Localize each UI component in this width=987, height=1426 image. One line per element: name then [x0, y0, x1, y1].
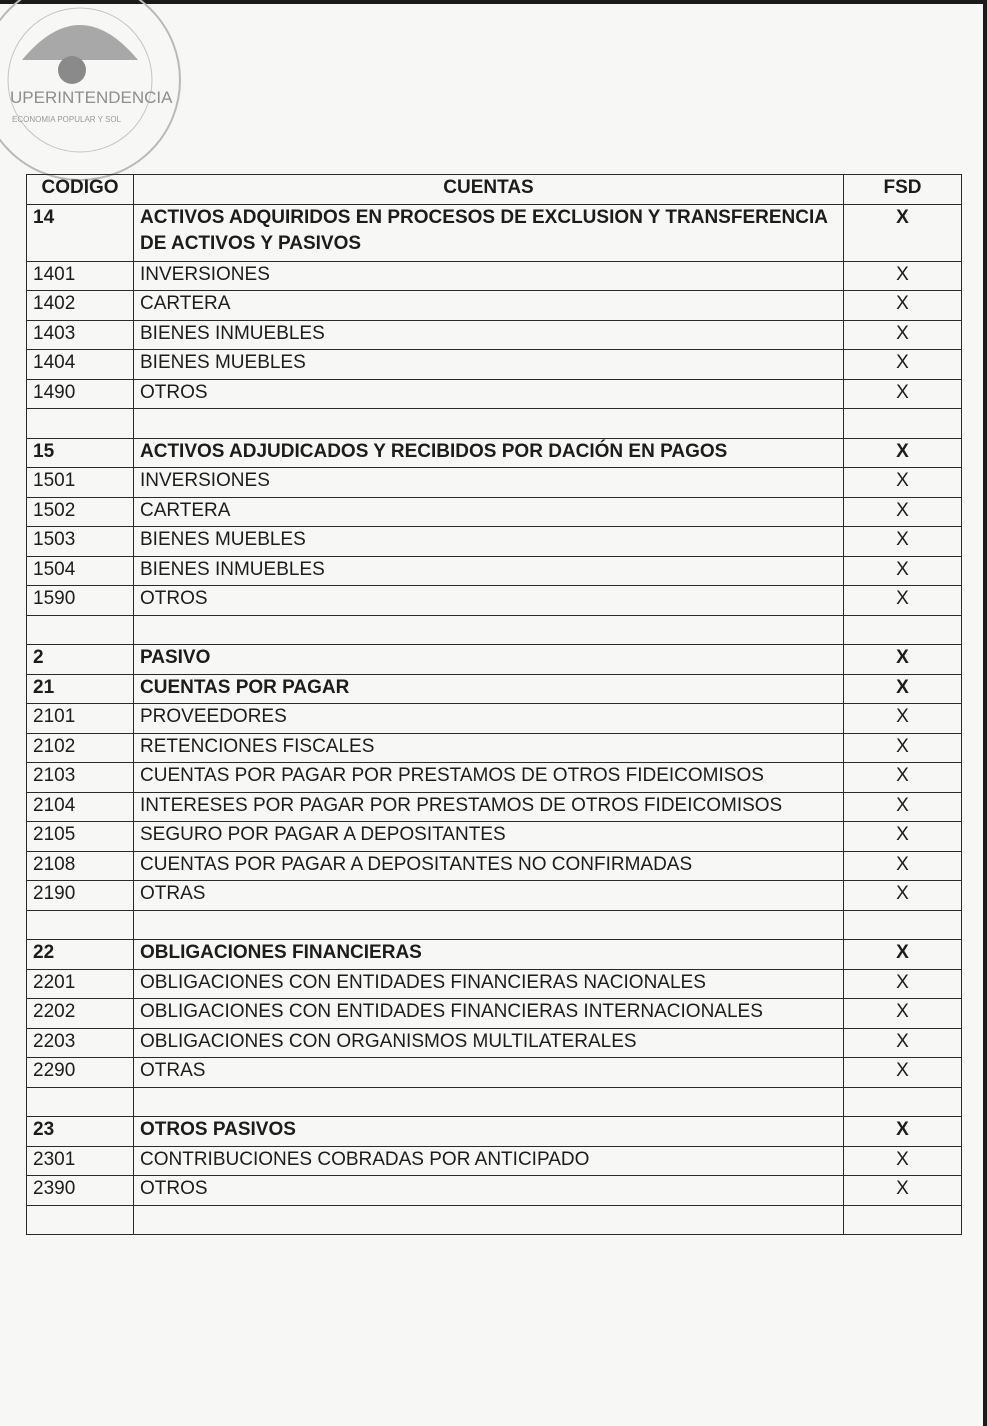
table-row — [27, 438, 962, 468]
account-cell — [134, 409, 844, 439]
fsd-cell: X — [844, 556, 962, 586]
table-row — [27, 204, 962, 261]
fsd-cell: X — [844, 792, 962, 822]
code-cell: 1401 — [27, 261, 134, 291]
account-cell: INTERESES POR PAGAR POR PRESTAMOS DE OTROS FIDEICOMISOS — [134, 792, 844, 822]
code-cell: 22 — [27, 940, 134, 970]
table-row — [27, 556, 962, 586]
table-row — [27, 851, 962, 881]
account-cell: INVERSIONES — [134, 261, 844, 291]
seal-text-sub: ECONOMIA POPULAR Y SOL — [12, 115, 122, 124]
code-cell — [27, 910, 134, 940]
fsd-cell: X — [844, 704, 962, 734]
account-cell: BIENES INMUEBLES — [134, 320, 844, 350]
seal-stamp-icon — [0, 0, 200, 190]
page-border-right — [983, 0, 987, 1426]
fsd-cell — [844, 409, 962, 439]
table-row — [27, 320, 962, 350]
fsd-cell: X — [844, 1028, 962, 1058]
code-cell — [27, 409, 134, 439]
account-cell: CARTERA — [134, 497, 844, 527]
fsd-cell: X — [844, 674, 962, 704]
code-cell: 1404 — [27, 350, 134, 380]
code-cell: 1403 — [27, 320, 134, 350]
table-body — [27, 204, 962, 1235]
fsd-cell: X — [844, 940, 962, 970]
fsd-cell: X — [844, 969, 962, 999]
account-cell: OBLIGACIONES CON ORGANISMOS MULTILATERALES — [134, 1028, 844, 1058]
code-cell: 2201 — [27, 969, 134, 999]
code-cell: 21 — [27, 674, 134, 704]
fsd-cell: X — [844, 1146, 962, 1176]
code-cell: 2102 — [27, 733, 134, 763]
code-cell: 2 — [27, 645, 134, 675]
table-row — [27, 350, 962, 380]
account-cell: CONTRIBUCIONES COBRADAS POR ANTICIPADO — [134, 1146, 844, 1176]
fsd-cell: X — [844, 733, 962, 763]
fsd-cell: X — [844, 999, 962, 1029]
fsd-cell: X — [844, 350, 962, 380]
code-cell: 1490 — [27, 379, 134, 409]
table-row — [27, 910, 962, 940]
account-cell: OBLIGACIONES CON ENTIDADES FINANCIERAS INTERNACIONALES — [134, 999, 844, 1029]
code-cell: 23 — [27, 1117, 134, 1147]
table-row — [27, 822, 962, 852]
table-row — [27, 1087, 962, 1117]
fsd-cell: X — [844, 1176, 962, 1206]
header-accounts: CUENTAS — [134, 175, 844, 205]
fsd-cell: X — [844, 881, 962, 911]
account-cell: OBLIGACIONES CON ENTIDADES FINANCIERAS NACIONALES — [134, 969, 844, 999]
table-row — [27, 586, 962, 616]
table-row — [27, 1205, 962, 1235]
fsd-cell: X — [844, 527, 962, 557]
fsd-cell — [844, 1205, 962, 1235]
code-cell: 1502 — [27, 497, 134, 527]
code-cell: 2108 — [27, 851, 134, 881]
account-cell: CUENTAS POR PAGAR POR PRESTAMOS DE OTROS FIDEICOMISOS — [134, 763, 844, 793]
code-cell: 2301 — [27, 1146, 134, 1176]
code-cell: 2390 — [27, 1176, 134, 1206]
fsd-cell — [844, 615, 962, 645]
code-cell: 2190 — [27, 881, 134, 911]
code-cell: 1504 — [27, 556, 134, 586]
code-cell: 2103 — [27, 763, 134, 793]
code-cell: 2101 — [27, 704, 134, 734]
fsd-cell: X — [844, 822, 962, 852]
code-cell: 15 — [27, 438, 134, 468]
account-cell — [134, 1087, 844, 1117]
fsd-cell: X — [844, 468, 962, 498]
seal-text-main: UPERINTENDENCIA — [10, 88, 173, 107]
table-row — [27, 969, 962, 999]
account-cell — [134, 910, 844, 940]
account-cell: ACTIVOS ADJUDICADOS Y RECIBIDOS POR DACIÓN EN PAGOS — [134, 438, 844, 468]
table-header-row — [27, 175, 962, 205]
fsd-cell: X — [844, 261, 962, 291]
fsd-cell: X — [844, 1058, 962, 1088]
table-row — [27, 999, 962, 1029]
account-cell: ACTIVOS ADQUIRIDOS EN PROCESOS DE EXCLUSION Y TRANSFERENCIA DE ACTIVOS Y PASIVOS — [134, 204, 844, 261]
code-cell: 14 — [27, 204, 134, 261]
fsd-cell: X — [844, 497, 962, 527]
fsd-cell: X — [844, 851, 962, 881]
fsd-cell: X — [844, 379, 962, 409]
table-row — [27, 645, 962, 675]
code-cell: 2202 — [27, 999, 134, 1029]
account-cell: OTROS — [134, 586, 844, 616]
table-row — [27, 881, 962, 911]
table-row — [27, 468, 962, 498]
account-cell: CUENTAS POR PAGAR A DEPOSITANTES NO CONFIRMADAS — [134, 851, 844, 881]
table-row — [27, 704, 962, 734]
header-fsd: FSD — [844, 175, 962, 205]
fsd-cell — [844, 1087, 962, 1117]
table-row — [27, 1176, 962, 1206]
table-row — [27, 291, 962, 321]
table-row — [27, 1028, 962, 1058]
fsd-cell: X — [844, 763, 962, 793]
fsd-cell: X — [844, 645, 962, 675]
table-row — [27, 674, 962, 704]
table-row — [27, 792, 962, 822]
account-cell: OTROS — [134, 379, 844, 409]
fsd-cell: X — [844, 586, 962, 616]
account-cell: OTRAS — [134, 881, 844, 911]
accounts-table — [26, 174, 962, 1235]
code-cell: 1590 — [27, 586, 134, 616]
code-cell: 2105 — [27, 822, 134, 852]
code-cell — [27, 1205, 134, 1235]
table-row — [27, 261, 962, 291]
fsd-cell: X — [844, 1117, 962, 1147]
account-cell: INVERSIONES — [134, 468, 844, 498]
code-cell: 1501 — [27, 468, 134, 498]
fsd-cell: X — [844, 291, 962, 321]
table-row — [27, 763, 962, 793]
code-cell: 1503 — [27, 527, 134, 557]
account-cell: OBLIGACIONES FINANCIERAS — [134, 940, 844, 970]
account-cell: CUENTAS POR PAGAR — [134, 674, 844, 704]
code-cell: 2104 — [27, 792, 134, 822]
fsd-cell — [844, 910, 962, 940]
table-row — [27, 409, 962, 439]
account-cell: BIENES MUEBLES — [134, 350, 844, 380]
table-row — [27, 1058, 962, 1088]
code-cell — [27, 1087, 134, 1117]
code-cell: 1402 — [27, 291, 134, 321]
account-cell: OTROS — [134, 1176, 844, 1206]
table-row — [27, 1146, 962, 1176]
code-cell: 2203 — [27, 1028, 134, 1058]
account-cell: PASIVO — [134, 645, 844, 675]
code-cell: 2290 — [27, 1058, 134, 1088]
account-cell — [134, 615, 844, 645]
account-cell: OTRAS — [134, 1058, 844, 1088]
account-cell — [134, 1205, 844, 1235]
table-row — [27, 497, 962, 527]
code-cell — [27, 615, 134, 645]
account-cell: OTROS PASIVOS — [134, 1117, 844, 1147]
table-row — [27, 733, 962, 763]
fsd-cell: X — [844, 204, 962, 261]
account-cell: BIENES MUEBLES — [134, 527, 844, 557]
account-cell: SEGURO POR PAGAR A DEPOSITANTES — [134, 822, 844, 852]
table-row — [27, 527, 962, 557]
table-row — [27, 615, 962, 645]
account-cell: RETENCIONES FISCALES — [134, 733, 844, 763]
header-code: CODIGO — [27, 175, 134, 205]
fsd-cell: X — [844, 320, 962, 350]
account-cell: PROVEEDORES — [134, 704, 844, 734]
table-row — [27, 379, 962, 409]
account-cell: BIENES INMUEBLES — [134, 556, 844, 586]
account-cell: CARTERA — [134, 291, 844, 321]
table-row — [27, 1117, 962, 1147]
fsd-cell: X — [844, 438, 962, 468]
table-row — [27, 940, 962, 970]
